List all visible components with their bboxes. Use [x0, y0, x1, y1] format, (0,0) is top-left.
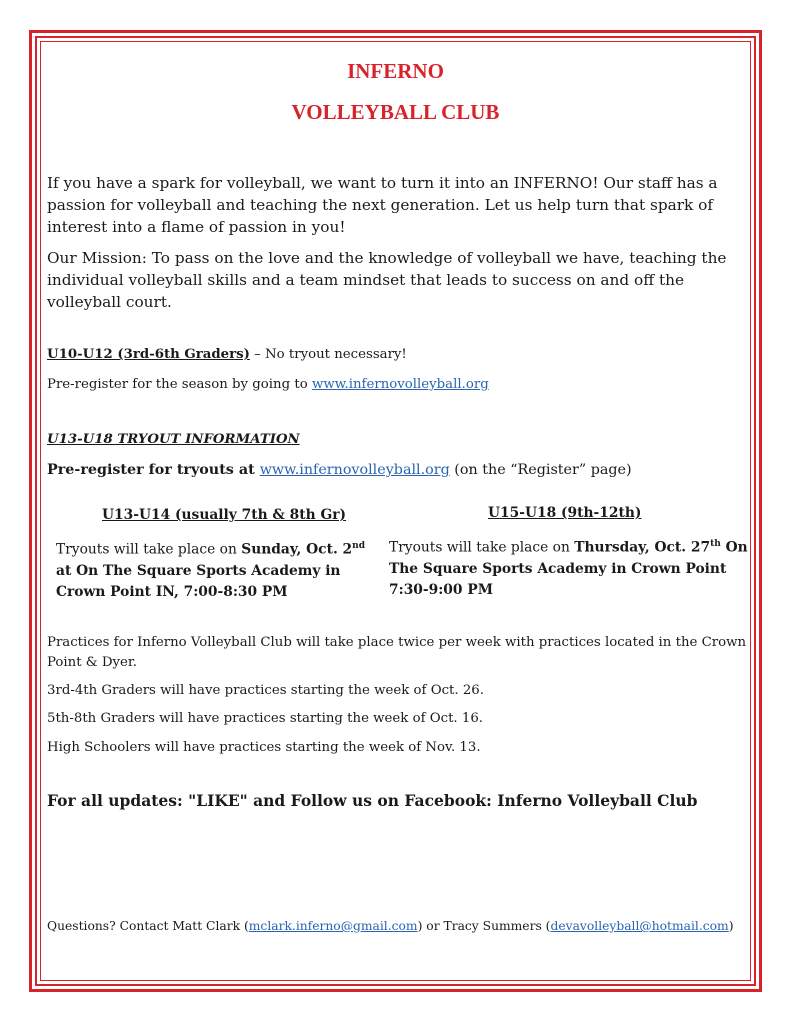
facebook-callout: For all updates: "LIKE" and Follow us on Facebook: Inferno Volleyball Club [47, 791, 698, 810]
u15-heading: U15-U18 (9th-12th) [488, 505, 642, 521]
u13-rest: at On The Square Sports Academy in Crown Point IN, 7:00-8:30 PM [56, 562, 341, 600]
u13-date-sup: nd [352, 541, 365, 551]
u10-heading: U10-U12 (3rd-6th Graders) [47, 347, 250, 362]
practices-line-3: High Schoolers will have practices starting the week of Nov. 13. [47, 740, 481, 755]
u10-line [47, 345, 407, 365]
contact-mid: ) or Tracy Summers ( [417, 919, 551, 933]
u10-prereg-text: Pre-register for the season by going to [47, 377, 312, 392]
tryout-heading: U13-U18 TRYOUT INFORMATION [47, 432, 300, 447]
email-link-2[interactable]: devavolleyball@hotmail.com [550, 919, 729, 933]
u10-website-link[interactable]: www.infernovolleyball.org [311, 377, 489, 392]
practices-intro: Practices for Inferno Volleyball Club will take place twice per week with practices located in the Crown Point & Dyer. [47, 635, 747, 670]
u15-lead: Tryouts will take place on [389, 539, 575, 556]
tryout-prereg-line [47, 460, 632, 480]
u15-rest: On The Square Sports Academy in Crown Point 7:30-9:00 PM [389, 539, 748, 598]
tryout-website-link[interactable]: www.infernovolleyball.org [259, 462, 450, 478]
tryout-prereg-suffix: (on the “Register” page) [449, 462, 632, 478]
u15-date-sup: th [710, 539, 721, 549]
u13-tryout-details [56, 536, 376, 603]
u15-date: Thursday, Oct. 27 [574, 539, 711, 556]
practices-line-2: 5th-8th Graders will have practices starting the week of Oct. 16. [47, 711, 484, 726]
u10-note: – No tryout necessary! [249, 347, 407, 362]
contact-end: ) [728, 919, 734, 933]
club-title: INFERNO [347, 59, 444, 83]
u13-date: Sunday, Oct. 2 [241, 541, 353, 558]
mission-paragraph: Our Mission: To pass on the love and the knowledge of volleyball we have, teaching the individual volleyball skills and a team mindset that leads to success on and off the volleyball court. [47, 249, 727, 311]
u15-tryout-details [389, 534, 749, 601]
u13-heading: U13-U14 (usually 7th & 8th Gr) [102, 507, 347, 523]
contact-line [47, 919, 734, 933]
email-link-1[interactable]: mclark.inferno@gmail.com [248, 919, 418, 933]
intro-paragraph: If you have a spark for volleyball, we want to turn it into an INFERNO! Our staff has a passion for volleyball and teaching the next generation. Let us help turn that spark of interest into a flame of passion in you! [47, 174, 718, 236]
club-subtitle: VOLLEYBALL CLUB [291, 100, 500, 124]
tryout-prereg-text: Pre-register for tryouts at [47, 462, 260, 478]
u10-prereg-line [47, 375, 489, 395]
practices-line-1: 3rd-4th Graders will have practices starting the week of Oct. 26. [47, 683, 484, 698]
contact-lead: Questions? Contact Matt Clark ( [47, 919, 249, 933]
u13-lead: Tryouts will take place on [56, 541, 242, 558]
